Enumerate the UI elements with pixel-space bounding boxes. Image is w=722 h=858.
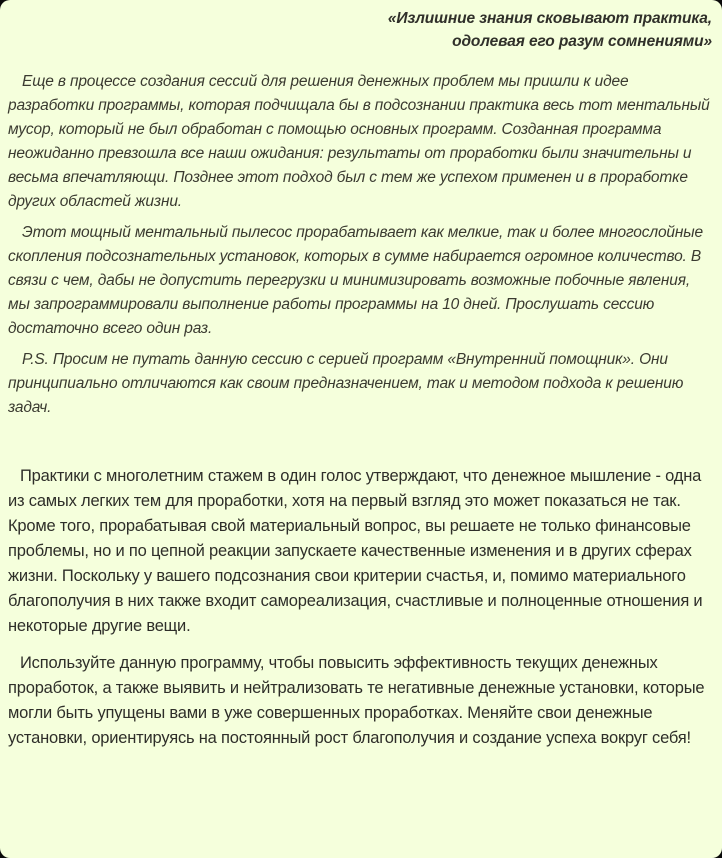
description-paragraph-2: Используйте данную программу, чтобы повысить эффективность текущих денежных проработок, а также выявить и нейтрализовать те негативные денежные установки, которые могли быть упущены вами в уже совершенных проработках. Меняйте свои денежные установки, ориентируясь на постоянный рост благополучия и создание успеха вокруг себя!	[8, 654, 705, 747]
epigraph-quote-line2: одолевая его разум сомнениями»	[452, 33, 712, 50]
intro-paragraph-2: Этот мощный ментальный пылесос прорабатывает как мелкие, так и более многослойные скопления подсознательных установок, которых в сумме набирается огромное количество. В связи с чем, дабы не допустить перегрузки и минимизировать возможные побочные явления, мы запрограммировали выполнение работы программы на 10 дней. Прослушать сессию достаточно всего один раз.	[8, 224, 704, 337]
epigraph-quote	[8, 7, 714, 53]
description-section	[8, 464, 714, 751]
epigraph-quote-line1: «Излишние знания сковывают практика,	[387, 10, 712, 27]
intro-section	[8, 70, 714, 420]
description-paragraph-1: Практики с многолетним стажем в один голос утверждают, что денежное мышление - одна из самых легких тем для проработки, хотя на первый взгляд это может показаться не так. Кроме того, прорабатывая свой материальный вопрос, вы решаете не только финансовые проблемы, но и по цепной реакции запускаете качественные изменения и в других сферах жизни. Поскольку у вашего подсознания свои критерии счастья, и, помимо материального благополучия в них также входит самореализация, счастливые и полноценные отношения и некоторые другие вещи.	[8, 467, 703, 635]
intro-paragraph-1: Еще в процессе создания сессий для решения денежных проблем мы пришли к идее разработки программы, которая подчищала бы в подсознании практика весь тот ментальный мусор, который не был обработан с помощью основных программ. Созданная программа неожиданно превзошла все наши ожидания: результаты от проработки были значительны и весьма впечатляющи. Позднее этот подход был с тем же успехом применен и в проработке других областей жизни.	[8, 73, 710, 210]
intro-paragraph-ps: P.S. Просим не путать данную сессию с серией программ «Внутренний помощник». Они принципиально отличаются как своим предназначением, так и методом подхода к решению задач.	[8, 351, 684, 416]
